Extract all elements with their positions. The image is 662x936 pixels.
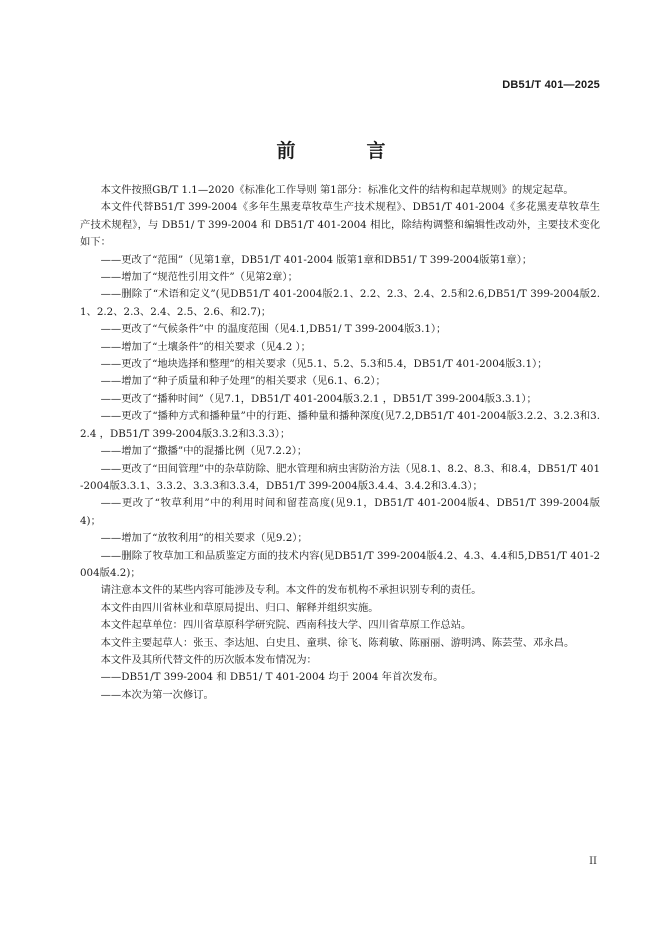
- paragraph: 本文件代替B51/T 399-2004《多年生黑麦草牧草生产技术规程》、DB51/T 401-2004《多花黑麦草牧草生产技术规程》，与 DB51/ T 399-2004 和 DB51/T 401-2004 相比，除结构调整和编辑性改动外，主要技术变化如下：: [80, 201, 600, 249]
- version-history-item: ——DB51/T 399-2004 和 DB51/ T 401-2004 均于 2004 年首次发布。: [100, 671, 444, 684]
- page-title: 前 言: [276, 140, 412, 162]
- change-item: ——增加了“规范性引用文件”（见第2章）；: [100, 271, 298, 284]
- proposer-statement: 本文件由四川省林业和草原局提出、归口、解释并组织实施。: [100, 601, 379, 614]
- change-item: ——增加了“土壤条件”的相关要求（见4.2 ）；: [100, 340, 311, 353]
- patent-notice: 请注意本文件的某些内容可能涉及专利。本文件的发布机构不承担识别专利的责任。: [100, 584, 482, 597]
- change-item: ——删除了牧草加工和品质鉴定方面的技术内容(见DB51/T 399-2004版4.2、4.3、4.4和5,DB51/T 401-2004版4.2)；: [80, 549, 600, 579]
- change-item: ——增加了“种子质量和种子处理”的相关要求（见6.1、6.2）；: [100, 375, 386, 388]
- change-item: ——增加了“放牧利用”的相关要求（见9.2）；: [100, 532, 308, 545]
- drafting-units: 本文件起草单位：四川省草原科学研究院、西南科技大学、四川省草原工作总站。: [100, 619, 472, 632]
- version-history-intro: 本文件及其所代替文件的历次版本发布情况为：: [100, 653, 317, 666]
- change-item: ——更改了“地块选择和整理”的相关要求（见5.1、5.2、5.3和5.4，DB51/T 401-2004版3.1）；: [100, 358, 548, 371]
- change-item: ——更改了“范围”（见第1章，DB51/T 401-2004 版第1章和DB51/ T 399-2004版第1章）；: [100, 253, 533, 266]
- body-text: [80, 182, 600, 704]
- change-item: ——更改了“播种时间”（见7.1，DB51/T 401-2004版3.2.1 ，DB51/T 399-2004版3.3.1）；: [100, 392, 537, 405]
- change-item: ——增加了“撒播”中的混播比例（见7.2.2）；: [100, 445, 308, 458]
- change-item: ——删除了“术语和定义”(见DB51/T 401-2004版2.1、2.2、2.3、2.4、2.5和2.6,DB51/T 399-2004版2.1、2.2、2.3、2.4、2.5、2.6、和2.7)；: [80, 288, 600, 318]
- change-item: ——更改了“田间管理”中的杂草防除、肥水管理和病虫害防治方法（见8.1、8.2、8.3、和8.4，DB51/T 401-2004版3.3.1、3.3.2、3.3.3和3.3.4，DB51/T 399-2004版3.4.4、3.4.2和3.4.3）；: [80, 462, 600, 492]
- paragraph: 本文件按照GB/T 1.1—2020《标准化工作导则 第1部分：标准化文件的结构和起草规则》的规定起草。: [100, 184, 574, 196]
- document-code: DB51/T 401—2025: [502, 79, 600, 91]
- version-history-item: ——本次为第一次修订。: [100, 688, 214, 701]
- drafters: 本文件主要起草人：张玉、李达旭、白史且、童琪、徐飞、陈莉敏、陈丽丽、游明鸿、陈芸莹、邓永昌。: [100, 636, 575, 649]
- change-item: ——更改了“播种方式和播种量”中的行距、播种量和播种深度(见7.2,DB51/T 401-2004版3.2.2、3.2.3和3.2.4 ，DB51/T 399-2004版3.3.2和3.3.3）；: [80, 410, 600, 440]
- page-number: II: [589, 856, 597, 867]
- change-item: ——更改了“气候条件”中 的温度范围（见4.1,DB51/ T 399-2004版3.1）；: [100, 323, 447, 336]
- change-item: ——更改了“牧草利用”中的利用时间和留茬高度(见9.1，DB51/T 401-2004版4、DB51/T 399-2004版4)；: [80, 497, 600, 527]
